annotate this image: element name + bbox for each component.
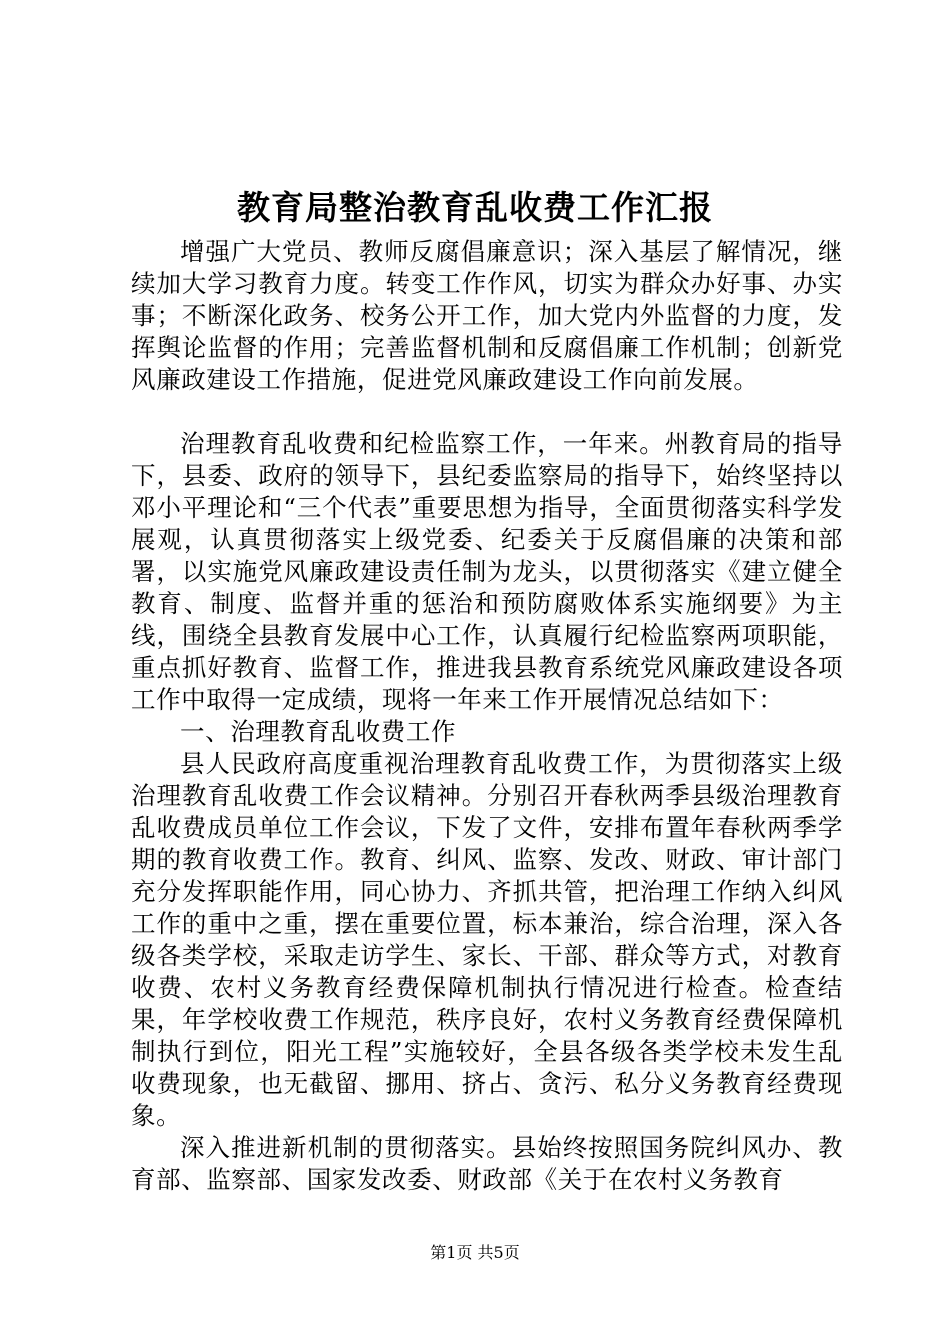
document-title: 教育局整治教育乱收费工作汇报 <box>237 188 713 227</box>
document-body <box>131 236 843 1196</box>
paragraph-summary: 治理教育乱收费和纪检监察工作，一年来。州教育局的指导下，县委、政府的领导下，县纪委监察局的指导下，始终坚持以邓小平理论和“三个代表”重要思想为指导，全面贯彻落实科学发展观，认真贯彻落实上级党委、纪委关于反腐倡廉的决策和部署，以实施党风廉政建设责任制为龙头，以贯彻落实《建立健全教育、制度、监督并重的惩治和预防腐败体系实施纲要》为主线，围绕全县教育发展中心工作，认真履行纪检监察两项职能，重点抓好教育、监督工作，推进我县教育系统党风廉政建设各项工作中取得一定成绩，现将一年来工作开展情况总结如下： <box>131 429 843 714</box>
section-heading: 一、治理教育乱收费工作 <box>180 717 457 746</box>
page-footer: 第1页 共5页 <box>430 1243 520 1262</box>
paragraph-section-1: 县人民政府高度重视治理教育乱收费工作，为贯彻落实上级治理教育乱收费工作会议精神。分别召开春秋两季县级治理教育乱收费成员单位工作会议，下发了文件，安排布置年春秋两季学期的教育收费工作。教育、纠风、监察、发改、财政、审计部门充分发挥职能作用，同心协力、齐抓共管，把治理工作纳入纠风工作的重中之重，摆在重要位置，标本兼治，综合治理，深入各级各类学校，采取走访学生、家长、干部、群众等方式，对教育收费、农村义务教育经费保障机制执行情况进行检查。检查结果，年学校收费工作规范，秩序良好，农村义务教育经费保障机制执行到位，阳光工程”实施较好，全县各级各类学校未发生乱收费现象，也无截留、挪用、挤占、贪污、私分义务教育经费现象。 <box>131 749 843 1130</box>
paragraph-intro: 增强广大党员、教师反腐倡廉意识；深入基层了解情况，继续加大学习教育力度。转变工作作风，切实为群众办好事、办实事；不断深化政务、校务公开工作，加大党内外监督的力度，发挥舆论监督的作用；完善监督机制和反腐倡廉工作机制；创新党风廉政建设工作措施，促进党风廉政建设工作向前发展。 <box>131 237 843 394</box>
paragraph-section-2: 深入推进新机制的贯彻落实。县始终按照国务院纠风办、教育部、监察部、国家发改委、财政部《关于在农村义务教育 <box>131 1133 843 1194</box>
